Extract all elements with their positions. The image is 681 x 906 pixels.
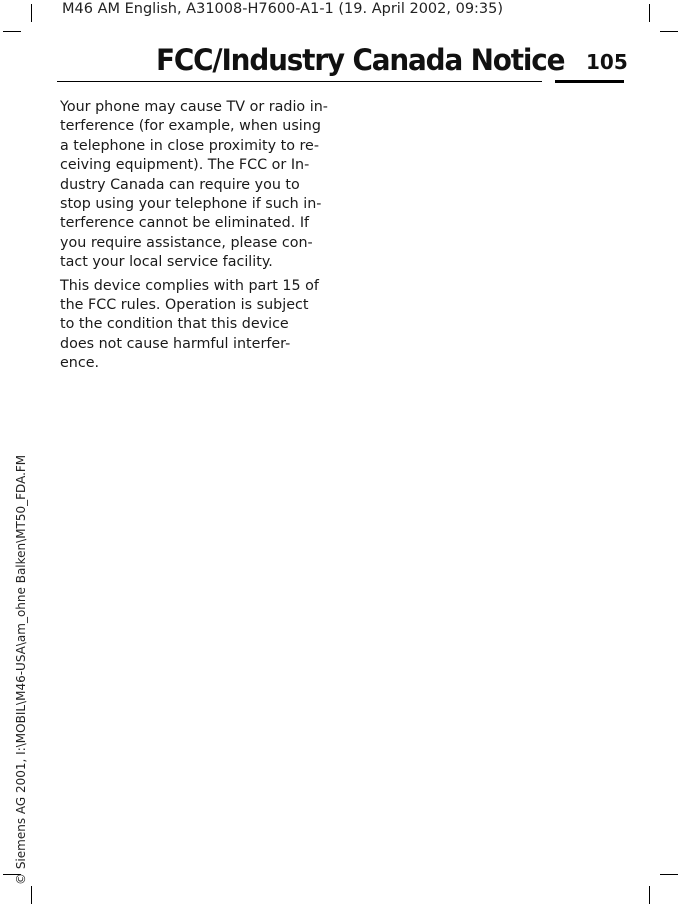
text-line: tact your local service facility. bbox=[60, 254, 273, 271]
page-title: FCC/Industry Canada Notice bbox=[156, 43, 565, 77]
crop-mark-top-right-horizontal bbox=[660, 31, 678, 32]
crop-mark-top-left-horizontal bbox=[3, 31, 21, 32]
crop-mark-bottom-right-horizontal bbox=[660, 874, 678, 875]
title-underline bbox=[57, 81, 542, 82]
text-line: dustry Canada can require you to bbox=[60, 176, 300, 193]
crop-mark-bottom-right-vertical bbox=[649, 886, 650, 904]
page-number-underline bbox=[555, 80, 624, 83]
page-number: 105 bbox=[586, 50, 628, 74]
text-line: the FCC rules. Operation is subject bbox=[60, 297, 309, 314]
text-line: This device complies with part 15 of bbox=[60, 277, 319, 294]
compliance-paragraph bbox=[60, 277, 345, 374]
crop-mark-top-left-vertical bbox=[31, 4, 32, 22]
crop-mark-bottom-left-vertical bbox=[31, 886, 32, 904]
notice-body bbox=[60, 98, 345, 378]
text-line: terference cannot be eliminated. If bbox=[60, 215, 310, 232]
text-line: ence. bbox=[60, 355, 100, 372]
interference-paragraph bbox=[60, 98, 345, 273]
crop-mark-top-right-vertical bbox=[649, 4, 650, 22]
text-line: you require assistance, please con- bbox=[60, 234, 313, 251]
file-info-header: M46 AM English, A31008-H7600-A1-1 (19. April 2002, 09:35) bbox=[62, 1, 504, 17]
copyright-side-note: © Siemens AG 2001, I:\MOBIL\M46-USA\am_ohne Balken\MT50_FDA.FM bbox=[14, 454, 28, 885]
text-line: ceiving equipment). The FCC or In- bbox=[60, 157, 310, 174]
text-line: does not cause harmful interfer- bbox=[60, 335, 291, 352]
text-line: stop using your telephone if such in- bbox=[60, 196, 322, 213]
text-line: to the condition that this device bbox=[60, 316, 289, 333]
text-line: a telephone in close proximity to re- bbox=[60, 137, 320, 154]
text-line: terference (for example, when using bbox=[60, 118, 321, 135]
text-line: Your phone may cause TV or radio in- bbox=[60, 99, 328, 115]
